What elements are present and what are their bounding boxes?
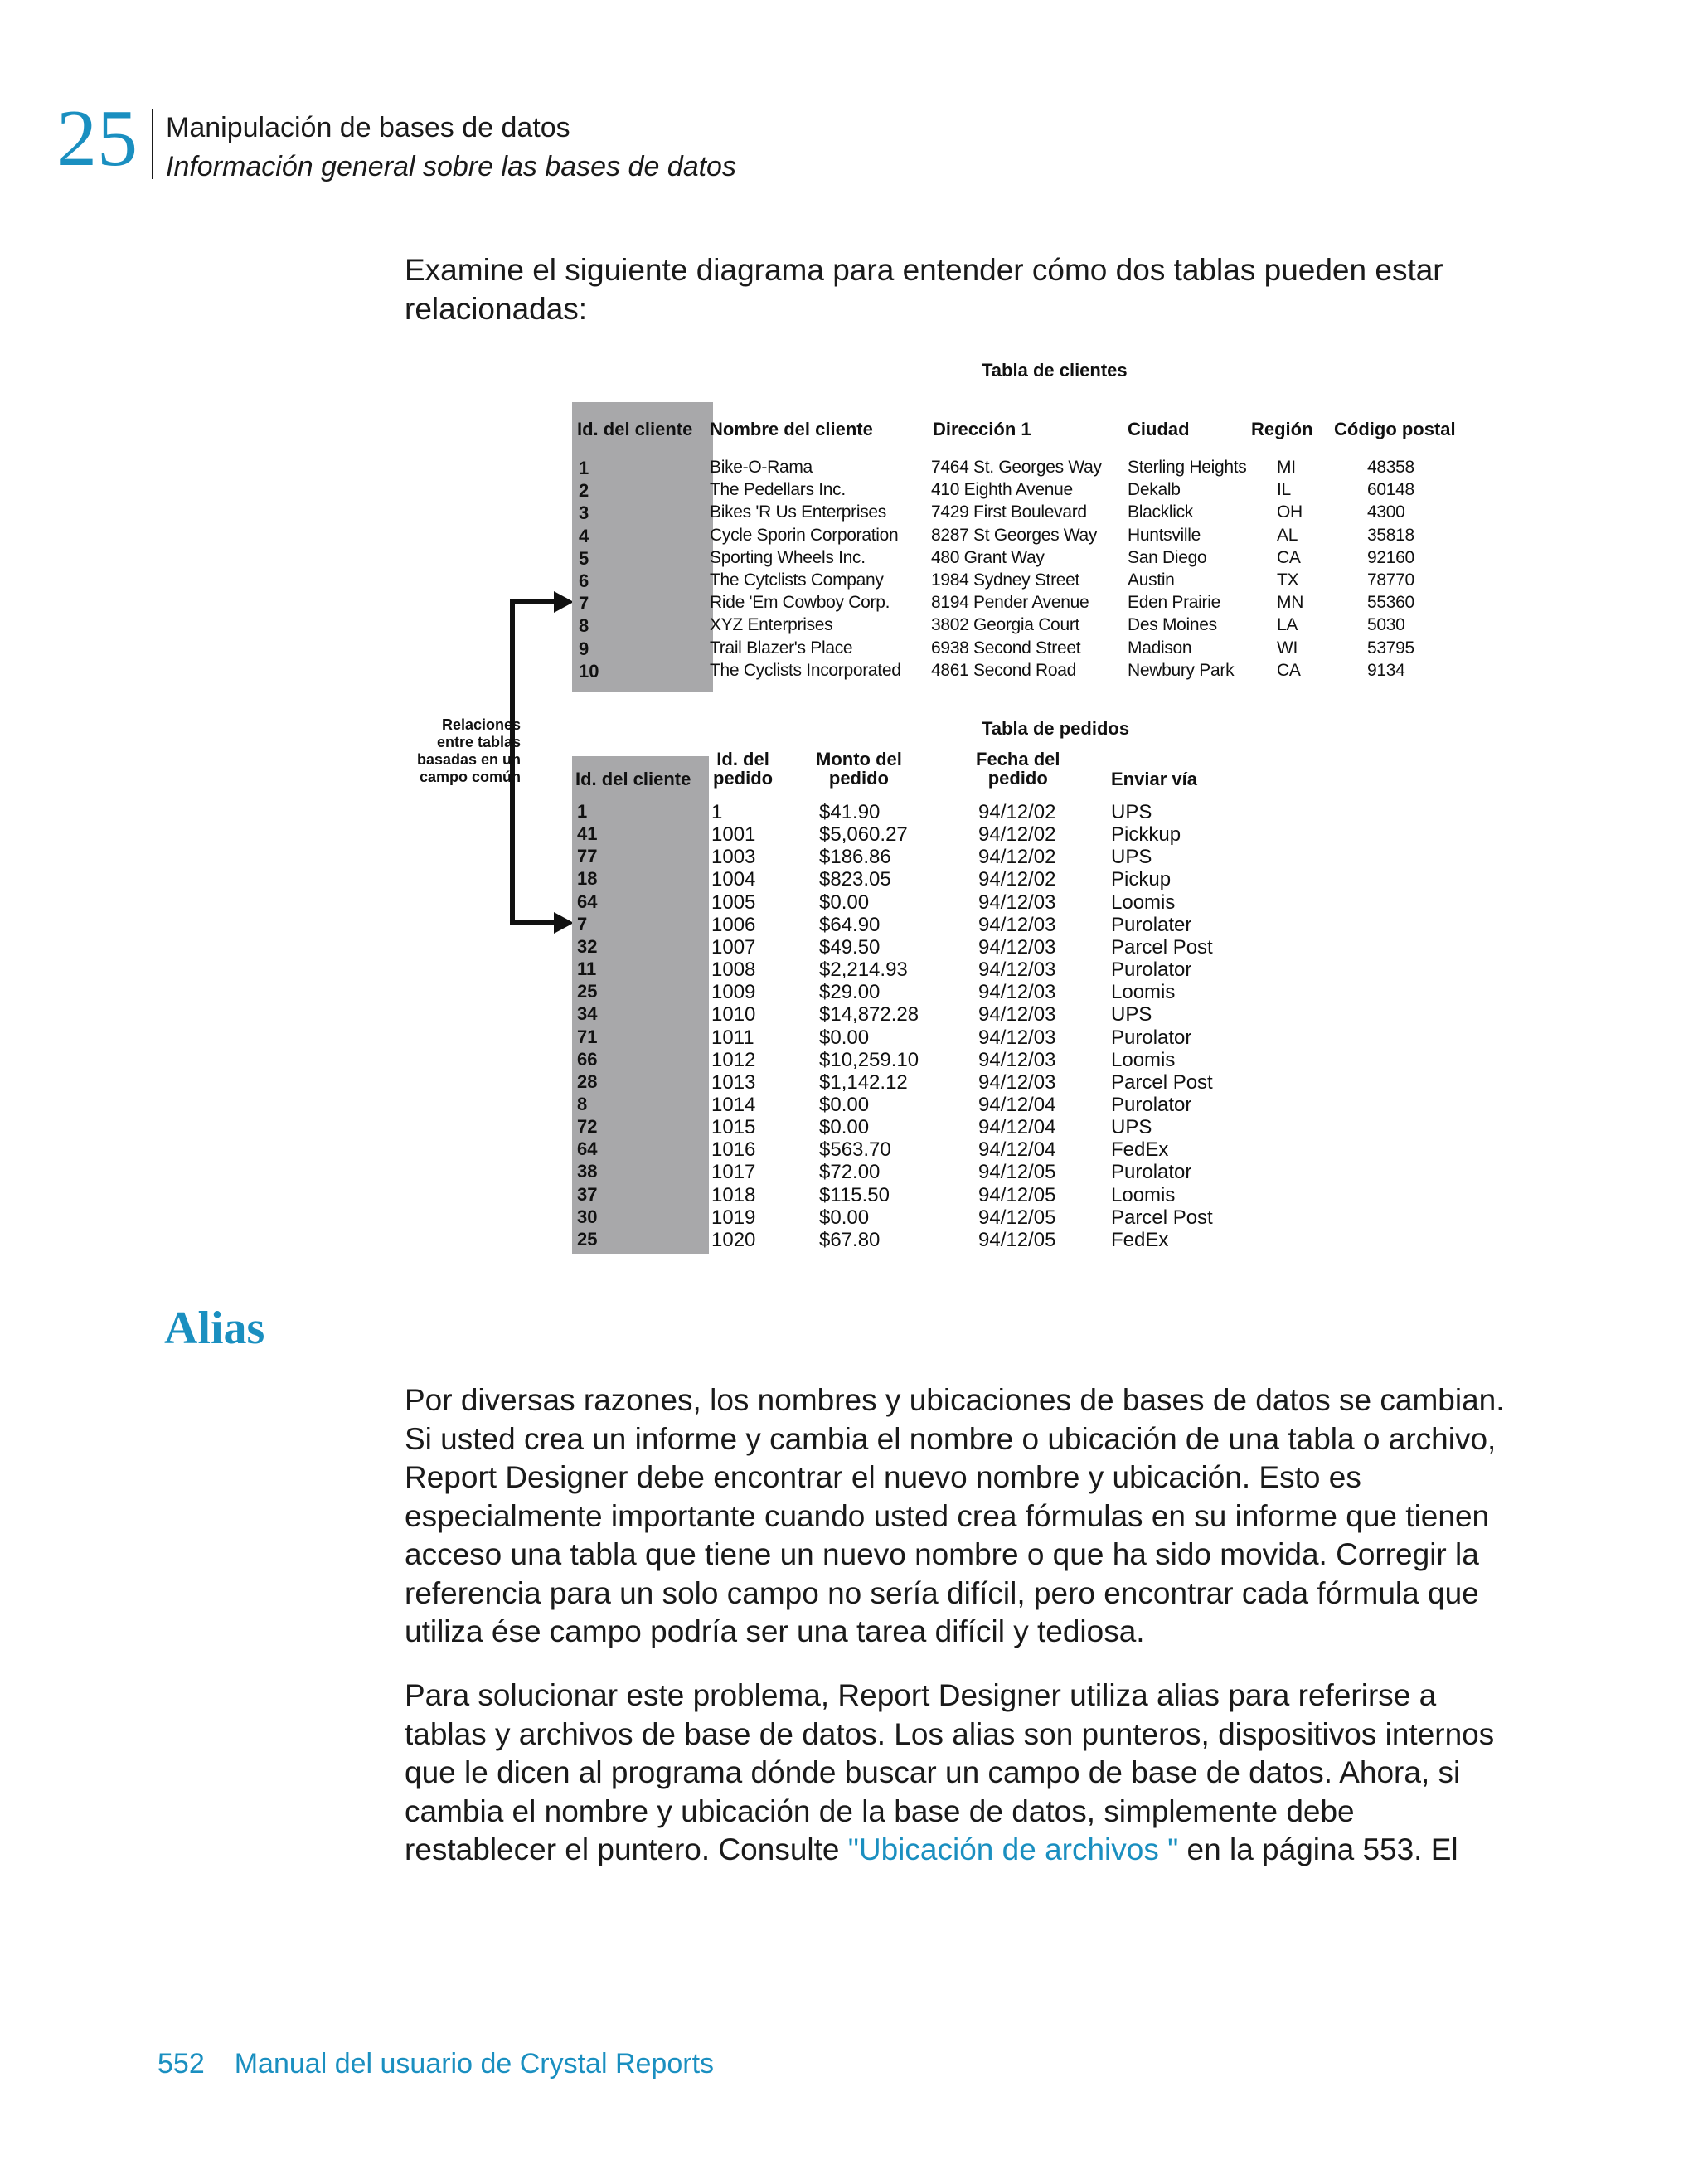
customers-column-header: Código postal	[1334, 419, 1456, 439]
orders-cell: 1003	[711, 846, 756, 869]
customers-cell: 35818	[1367, 525, 1414, 545]
arrow-head-customers	[554, 591, 574, 613]
orders-column-header: Monto del pedido	[816, 749, 902, 789]
orders-cell: $2,214.93	[819, 959, 908, 982]
orders-cell: 1001	[711, 823, 756, 847]
customers-cell: 410 Eighth Avenue	[931, 480, 1073, 500]
orders-cell: 94/12/03	[978, 913, 1056, 936]
orders-cell: $1,142.12	[819, 1070, 908, 1094]
order-customer-id-cell: 38	[577, 1161, 598, 1182]
customers-column-header: Ciudad	[1128, 419, 1190, 439]
orders-cell: 94/12/03	[978, 1026, 1056, 1049]
order-customer-id-cell: 64	[577, 1138, 598, 1160]
order-customer-id-cell: 7	[577, 913, 588, 934]
orders-cell: 1017	[711, 1161, 756, 1184]
orders-cell: 1006	[711, 913, 756, 936]
orders-cell: $64.90	[819, 913, 881, 936]
orders-cell: 94/12/03	[978, 891, 1056, 914]
customer-id-cell: 10	[579, 660, 599, 682]
customers-cell: MI	[1277, 458, 1296, 477]
orders-cell: $0.00	[819, 1093, 870, 1116]
customers-cell: Dekalb	[1128, 480, 1181, 500]
orders-cell: 1009	[711, 981, 756, 1004]
orders-cell: UPS	[1111, 1003, 1152, 1026]
order-customer-id-cell: 41	[577, 823, 598, 845]
orders-cell: $115.50	[819, 1183, 890, 1206]
orders-table-title: Tabla de pedidos	[982, 718, 1130, 739]
orders-cell: 94/12/04	[978, 1093, 1056, 1116]
orders-cell: 94/12/02	[978, 868, 1056, 891]
customers-cell: 92160	[1367, 547, 1414, 567]
customers-cell: 7429 First Boulevard	[931, 502, 1087, 522]
orders-cell: Purolator	[1111, 1026, 1192, 1049]
orders-cell: Loomis	[1111, 981, 1176, 1004]
orders-cell: 94/12/04	[978, 1116, 1056, 1139]
customers-cell: Huntsville	[1128, 525, 1201, 545]
customers-cell: 3802 Georgia Court	[931, 615, 1080, 635]
manual-title: Manual del usuario de Crystal Reports	[234, 2048, 715, 2080]
orders-cell: 94/12/05	[978, 1183, 1056, 1206]
orders-cell: $0.00	[819, 891, 870, 914]
order-customer-id-cell: 1	[577, 801, 588, 822]
alias-paragraph-2-text-end: en la página 553. El	[1178, 1832, 1458, 1866]
orders-cell: Parcel Post	[1111, 1070, 1213, 1094]
customer-id-cell: 5	[579, 547, 589, 569]
orders-cell: 1020	[711, 1228, 756, 1251]
customers-cell: 55360	[1367, 593, 1414, 613]
customers-cell: Bikes 'R Us Enterprises	[710, 502, 887, 522]
order-customer-id-cell: 25	[577, 981, 598, 1002]
orders-cell: 94/12/03	[978, 959, 1056, 982]
customer-id-cell: 8	[579, 615, 589, 637]
chapter-title: Manipulación de bases de datos	[166, 112, 570, 143]
customers-cell: 48358	[1367, 458, 1414, 477]
orders-cell: UPS	[1111, 1116, 1152, 1139]
orders-cell: $563.70	[819, 1138, 891, 1162]
orders-cell: 1	[711, 801, 723, 823]
orders-cell: 94/12/03	[978, 1048, 1056, 1071]
customers-cell: San Diego	[1128, 547, 1207, 567]
customers-id-column	[572, 402, 713, 692]
orders-cell: $67.80	[819, 1228, 881, 1251]
orders-cell: $14,872.28	[819, 1003, 919, 1026]
relationship-label-line: campo común	[419, 769, 521, 785]
customers-cell: The Cytclists Company	[710, 570, 884, 590]
order-customer-id-cell: 37	[577, 1183, 598, 1205]
customer-id-cell: 9	[579, 638, 589, 659]
customers-cell: Austin	[1128, 570, 1175, 590]
orders-cell: 1004	[711, 868, 756, 891]
orders-column-header: Fecha del pedido	[976, 749, 1060, 789]
orders-cell: 94/12/05	[978, 1206, 1056, 1229]
orders-cell: $29.00	[819, 981, 881, 1004]
orders-cell: UPS	[1111, 846, 1152, 869]
orders-cell: 94/12/05	[978, 1161, 1056, 1184]
customers-column-header: Dirección 1	[933, 419, 1031, 439]
customers-column-header: Id. del cliente	[577, 419, 693, 439]
alias-paragraph-2-text: Para solucionar este problema, Report Designer utiliza alias para referirse a tablas y archivos de base de datos. Los alias son punteros, dispositivos internos que le dicen al programa dónde buscar un campo de base de datos. Ahora, si cambia el nombre y ubicación de la base de datos, simplemente debe restablecer el puntero. Consulte	[405, 1678, 1495, 1866]
relationship-label	[417, 716, 521, 786]
relationship-arrows	[381, 357, 580, 1273]
customers-cell: 5030	[1367, 615, 1405, 635]
customers-cell: Trail Blazer's Place	[710, 638, 853, 658]
orders-cell: 1008	[711, 959, 756, 982]
orders-cell: Pickup	[1111, 868, 1172, 891]
orders-cell: $5,060.27	[819, 823, 908, 847]
customers-cell: XYZ Enterprises	[710, 615, 833, 635]
order-customer-id-cell: 72	[577, 1116, 598, 1138]
customers-cell: CA	[1277, 660, 1301, 680]
header-divider	[152, 109, 153, 179]
orders-cell: Loomis	[1111, 1183, 1176, 1206]
customers-cell: CA	[1277, 547, 1301, 567]
orders-cell: 94/12/03	[978, 981, 1056, 1004]
file-location-link[interactable]: "Ubicación de archivos "	[847, 1832, 1179, 1866]
orders-cell: 94/12/02	[978, 801, 1056, 823]
customer-id-cell: 4	[579, 525, 589, 546]
customers-cell: Bike-O-Rama	[710, 458, 813, 477]
customer-id-cell: 2	[579, 480, 589, 502]
orders-cell: 1005	[711, 891, 756, 914]
orders-cell: UPS	[1111, 801, 1152, 823]
relationship-label-line: Relaciones	[441, 716, 521, 733]
customers-cell: 8287 St Georges Way	[931, 525, 1098, 545]
order-customer-id-cell: 77	[577, 846, 598, 867]
arrow-head-orders	[554, 912, 574, 934]
orders-cell: 94/12/04	[978, 1138, 1056, 1162]
customers-cell: Ride 'Em Cowboy Corp.	[710, 593, 890, 613]
customers-cell: The Cyclists Incorporated	[710, 660, 901, 680]
customers-cell: 1984 Sydney Street	[931, 570, 1080, 590]
orders-cell: 1010	[711, 1003, 756, 1026]
orders-column-header: Id. del cliente	[575, 769, 691, 789]
page-footer	[158, 2048, 714, 2080]
orders-cell: $72.00	[819, 1161, 881, 1184]
orders-cell: Loomis	[1111, 1048, 1176, 1071]
orders-cell: Purolator	[1111, 1093, 1192, 1116]
customers-cell: Eden Prairie	[1128, 593, 1220, 613]
customers-cell: WI	[1277, 638, 1298, 658]
orders-cell: $41.90	[819, 801, 881, 823]
customer-id-cell: 3	[579, 502, 589, 524]
orders-cell: $10,259.10	[819, 1048, 919, 1071]
customers-cell: LA	[1277, 615, 1298, 635]
orders-cell: $0.00	[819, 1116, 870, 1139]
orders-cell: 1019	[711, 1206, 756, 1229]
customers-column-header: Nombre del cliente	[710, 419, 873, 439]
order-customer-id-cell: 64	[577, 891, 598, 912]
order-customer-id-cell: 18	[577, 868, 598, 890]
relationship-label-line: entre tablas	[436, 734, 521, 750]
customers-cell: 8194 Pender Avenue	[931, 593, 1089, 613]
orders-cell: FedEx	[1111, 1138, 1169, 1162]
orders-cell: $0.00	[819, 1026, 870, 1049]
orders-column-header: Id. del pedido	[713, 749, 774, 789]
customers-cell: 9134	[1367, 660, 1405, 680]
orders-cell: 1015	[711, 1116, 756, 1139]
order-customer-id-cell: 25	[577, 1228, 598, 1250]
orders-cell: 1013	[711, 1070, 756, 1094]
alias-paragraph-2	[405, 1677, 1507, 1870]
orders-cell: 94/12/02	[978, 846, 1056, 869]
customers-cell: OH	[1277, 502, 1303, 522]
order-customer-id-cell: 11	[577, 959, 597, 980]
orders-cell: 94/12/03	[978, 935, 1056, 959]
customers-cell: 4861 Second Road	[931, 660, 1077, 680]
customers-cell: 480 Grant Way	[931, 547, 1045, 567]
customers-cell: TX	[1277, 570, 1299, 590]
orders-cell: Loomis	[1111, 891, 1176, 914]
customers-cell: Newbury Park	[1128, 660, 1235, 680]
chapter-number: 25	[56, 94, 138, 183]
customers-cell: Cycle Sporin Corporation	[710, 525, 899, 545]
orders-cell: 1016	[711, 1138, 756, 1162]
orders-cell: $823.05	[819, 868, 891, 891]
customers-cell: The Pedellars Inc.	[710, 480, 846, 500]
orders-cell: FedEx	[1111, 1228, 1169, 1251]
orders-cell: 1007	[711, 935, 756, 959]
orders-cell: $49.50	[819, 935, 881, 959]
orders-cell: 94/12/02	[978, 823, 1056, 847]
customers-cell: Des Moines	[1128, 615, 1217, 635]
customers-cell: AL	[1277, 525, 1298, 545]
intro-paragraph: Examine el siguiente diagrama para entender cómo dos tablas pueden estar relacionadas:	[405, 253, 1443, 326]
customers-cell: 78770	[1367, 570, 1414, 590]
orders-cell: Purolator	[1111, 1161, 1192, 1184]
order-customer-id-cell: 30	[577, 1206, 598, 1227]
orders-cell: $186.86	[819, 846, 891, 869]
orders-column-header: Enviar vía	[1111, 769, 1197, 789]
orders-cell: Parcel Post	[1111, 935, 1213, 959]
customers-cell: 6938 Second Street	[931, 638, 1081, 658]
alias-paragraph-1: Por diversas razones, los nombres y ubicaciones de bases de datos se cambian. Si usted crea un informe y cambia el nombre o ubicación de una tabla o archivo, Report Designer debe encontrar el nuevo nombre y ubicación. Esto es especialmente importante cuando usted crea fórmulas en su informe que tienen acceso una tabla que tiene un nuevo nombre o que ha sido movida. Corregir la referencia para un solo campo no sería difícil, pero encontrar cada fórmula que utiliza ése campo podría ser una tarea difícil y tediosa.	[405, 1383, 1505, 1648]
section-subtitle: Información general sobre las bases de datos	[166, 151, 736, 182]
relationship-label-line: basadas en un	[416, 751, 521, 768]
order-customer-id-cell: 66	[577, 1048, 598, 1070]
order-customer-id-cell: 34	[577, 1003, 598, 1025]
customers-cell: Sporting Wheels Inc.	[710, 547, 866, 567]
customer-id-cell: 6	[579, 570, 589, 591]
orders-cell: 1012	[711, 1048, 756, 1071]
customers-column-header: Región	[1251, 419, 1313, 439]
order-customer-id-cell: 71	[577, 1026, 598, 1047]
orders-cell: $0.00	[819, 1206, 870, 1229]
orders-cell: 1011	[711, 1026, 754, 1049]
customers-cell: MN	[1277, 593, 1304, 613]
customers-cell: 4300	[1367, 502, 1405, 522]
order-customer-id-cell: 32	[577, 935, 598, 957]
customers-table-title: Tabla de clientes	[982, 360, 1128, 381]
customer-id-cell: 7	[579, 593, 589, 614]
orders-cell: 94/12/03	[978, 1003, 1056, 1026]
table-relationship-diagram	[381, 357, 1509, 1273]
customers-cell: 7464 St. Georges Way	[931, 458, 1102, 477]
order-customer-id-cell: 8	[577, 1093, 588, 1114]
customers-cell: 60148	[1367, 480, 1414, 500]
orders-cell: Purolater	[1111, 913, 1192, 936]
section-title-alias: Alias	[164, 1303, 265, 1354]
customer-id-cell: 1	[579, 458, 589, 478]
orders-cell: 94/12/05	[978, 1228, 1056, 1251]
customers-cell: IL	[1277, 480, 1291, 500]
orders-cell: Purolator	[1111, 959, 1192, 982]
customers-cell: Madison	[1128, 638, 1192, 658]
orders-cell: 1014	[711, 1093, 756, 1116]
page-number: 552	[158, 2048, 205, 2080]
orders-cell: 94/12/03	[978, 1070, 1056, 1094]
orders-cell: 1018	[711, 1183, 756, 1206]
customers-cell: Sterling Heights	[1128, 458, 1247, 477]
order-customer-id-cell: 28	[577, 1070, 598, 1092]
orders-cell: Parcel Post	[1111, 1206, 1213, 1229]
customers-cell: Blacklick	[1128, 502, 1193, 522]
customers-cell: 53795	[1367, 638, 1414, 658]
orders-cell: Pickkup	[1111, 823, 1181, 847]
